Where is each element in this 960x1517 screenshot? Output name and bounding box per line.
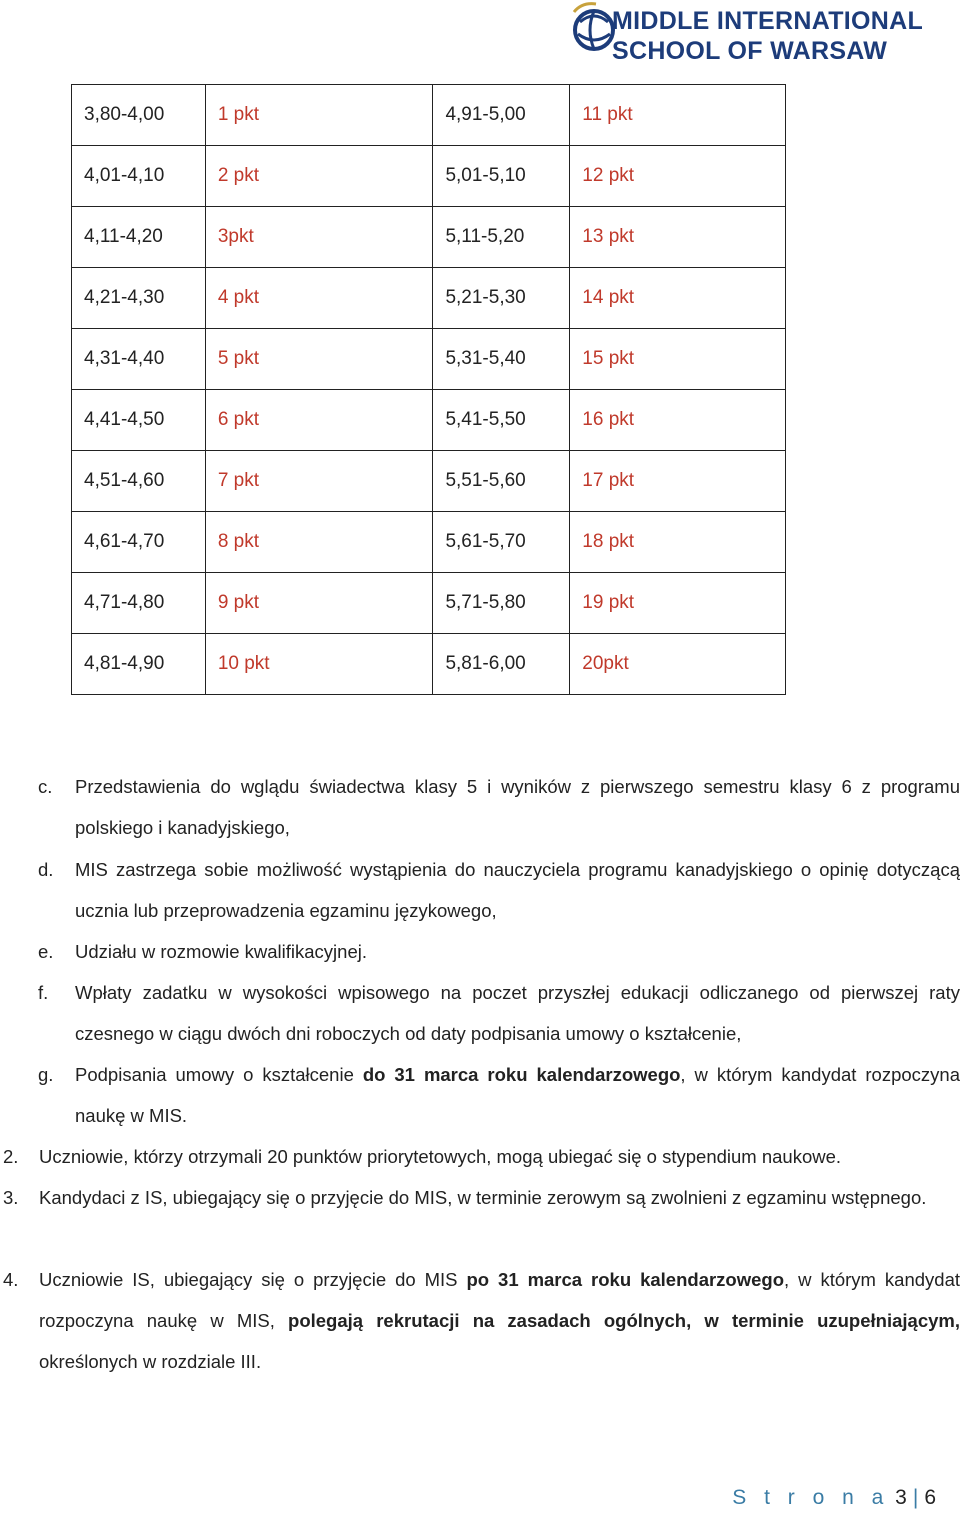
- grade-range-cell: 5,71-5,80: [433, 573, 570, 634]
- point-3-text: Kandydaci z IS, ubiegający się o przyjęcie do MIS, w terminie zerowym są zwolnieni z egzaminu wstępnego.: [39, 1187, 927, 1208]
- grade-range-cell: 4,21-4,30: [72, 268, 206, 329]
- table-row: [72, 329, 786, 390]
- school-logo: [572, 0, 924, 70]
- page-separator: |: [912, 1486, 919, 1509]
- table-row: [72, 512, 786, 573]
- grade-range-cell: 5,21-5,30: [433, 268, 570, 329]
- item-c-marker: c.: [38, 776, 53, 797]
- grade-range-cell: 3,80-4,00: [72, 85, 206, 146]
- points-cell: 9 pkt: [205, 573, 433, 634]
- item-g-text-after: , w którym kandydat rozpoczyna naukę w MIS.: [75, 1064, 960, 1126]
- grade-range-cell: 4,31-4,40: [72, 329, 206, 390]
- grade-range-cell: 4,71-4,80: [72, 573, 206, 634]
- table-row: [72, 634, 786, 695]
- table-row: [72, 146, 786, 207]
- item-g-marker: g.: [38, 1064, 54, 1085]
- item-f-marker: f.: [38, 982, 49, 1003]
- table-row: [72, 390, 786, 451]
- item-e-text: Udziału w rozmowie kwalifikacyjnej.: [75, 941, 367, 962]
- point-4-rule: polegają rekrutacji na zasadach ogólnych, w terminie uzupełniającym,: [288, 1310, 960, 1331]
- table-row: [72, 573, 786, 634]
- points-cell: 1 pkt: [205, 85, 433, 146]
- point-4-part-1: Uczniowie IS, ubiegający się o przyjęcie do MIS: [39, 1269, 467, 1290]
- page-total: 6: [924, 1486, 936, 1509]
- item-g-text: [75, 1054, 960, 1136]
- grade-range-cell: 5,51-5,60: [433, 451, 570, 512]
- grade-range-cell: 5,81-6,00: [433, 634, 570, 695]
- points-cell: 15 pkt: [570, 329, 786, 390]
- points-cell: 16 pkt: [570, 390, 786, 451]
- table-row: [72, 268, 786, 329]
- points-cell: 14 pkt: [570, 268, 786, 329]
- points-cell: 3pkt: [205, 207, 433, 268]
- points-cell: 11 pkt: [570, 85, 786, 146]
- point-4-part-3: określonych w rozdziale III.: [39, 1351, 262, 1372]
- grade-range-cell: 4,11-4,20: [72, 207, 206, 268]
- page-label: S t r o n a: [732, 1486, 890, 1509]
- page-number: 3: [895, 1486, 907, 1509]
- grade-range-cell: 5,01-5,10: [433, 146, 570, 207]
- item-d-marker: d.: [38, 859, 54, 880]
- table-row: [72, 207, 786, 268]
- point-4-marker: 4.: [3, 1269, 19, 1290]
- points-cell: 12 pkt: [570, 146, 786, 207]
- item-f-text: Wpłaty zadatku w wysokości wpisowego na poczet przyszłej edukacji odliczanego od pierwszej raty czesnego w ciągu dwóch dni roboczych od daty podpisania umowy o kształcenie,: [75, 982, 960, 1044]
- item-g-deadline: do 31 marca roku kalendarzowego: [362, 1064, 681, 1085]
- score-table: [71, 84, 786, 695]
- point-2-marker: 2.: [3, 1146, 19, 1167]
- point-4-deadline: po 31 marca roku kalendarzowego: [466, 1269, 785, 1290]
- point-2-text: Uczniowie, którzy otrzymali 20 punktów priorytetowych, mogą ubiegać się o stypendium naukowe.: [39, 1146, 842, 1167]
- item-d-text: MIS zastrzega sobie możliwość wystąpienia do nauczyciela programu kanadyjskiego o opinię dotyczącą ucznia lub przeprowadzenia egzaminu językowego,: [75, 859, 960, 921]
- points-cell: 19 pkt: [570, 573, 786, 634]
- grade-range-cell: 4,61-4,70: [72, 512, 206, 573]
- item-e-marker: e.: [38, 941, 54, 962]
- page-footer: [732, 1486, 936, 1510]
- points-cell: 4 pkt: [205, 268, 433, 329]
- grade-range-cell: 4,81-4,90: [72, 634, 206, 695]
- points-cell: 6 pkt: [205, 390, 433, 451]
- grade-range-cell: 5,61-5,70: [433, 512, 570, 573]
- grade-range-cell: 5,41-5,50: [433, 390, 570, 451]
- points-cell: 13 pkt: [570, 207, 786, 268]
- point-4-text: [39, 1259, 960, 1382]
- grade-range-cell: 5,11-5,20: [433, 207, 570, 268]
- points-cell: 7 pkt: [205, 451, 433, 512]
- grade-range-cell: 4,91-5,00: [433, 85, 570, 146]
- item-g-text-before: Podpisania umowy o kształcenie: [75, 1064, 363, 1085]
- table-row: [72, 451, 786, 512]
- grade-range-cell: 5,31-5,40: [433, 329, 570, 390]
- points-cell: 18 pkt: [570, 512, 786, 573]
- points-cell: 8 pkt: [205, 512, 433, 573]
- points-cell: 5 pkt: [205, 329, 433, 390]
- item-c-text: Przedstawienia do wglądu świadectwa klasy 5 i wyników z pierwszego semestru klasy 6 z programu polskiego i kanadyjskiego,: [75, 776, 960, 838]
- points-cell: 10 pkt: [205, 634, 433, 695]
- logo-line-2: SCHOOL OF WARSAW: [612, 37, 888, 65]
- table-row: [72, 85, 786, 146]
- points-cell: 20pkt: [570, 634, 786, 695]
- grade-range-cell: 4,01-4,10: [72, 146, 206, 207]
- grade-range-cell: 4,51-4,60: [72, 451, 206, 512]
- point-4-part-2: , w którym kandydat rozpoczyna naukę w MIS,: [39, 1269, 960, 1331]
- points-cell: 17 pkt: [570, 451, 786, 512]
- points-cell: 2 pkt: [205, 146, 433, 207]
- point-3-marker: 3.: [3, 1187, 19, 1208]
- score-table-body: [72, 85, 786, 695]
- logo-line-1: MIDDLE INTERNATIONAL: [612, 7, 924, 35]
- grade-range-cell: 4,41-4,50: [72, 390, 206, 451]
